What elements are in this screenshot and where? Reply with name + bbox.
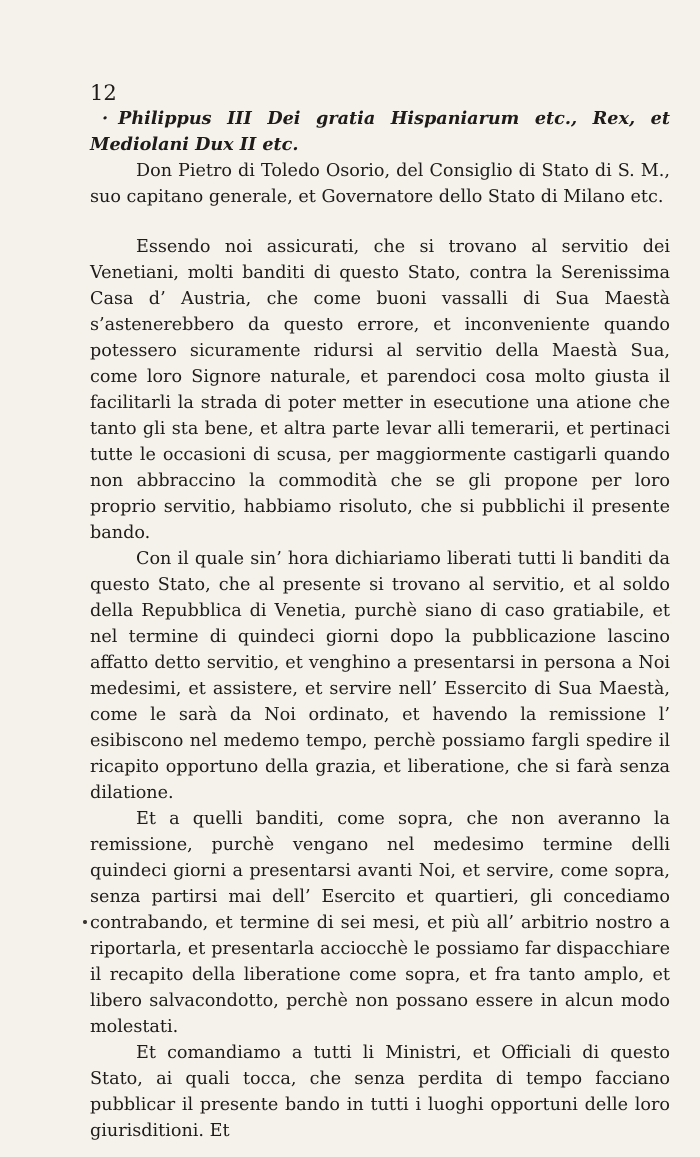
heading-bullet-mark: · bbox=[102, 108, 109, 129]
decree-heading bbox=[90, 106, 670, 158]
page-number: 12 bbox=[90, 81, 117, 105]
paragraph-2: Con il quale sin’ hora dichiariamo liberati tutti li banditi da questo Stato, che al presente si trovano al servitio, et al soldo della Repubblica di Venetia, purchè siano di caso gratiabile, et nel termine di quindeci giorni dopo la pubblicazione lascino affatto detto servitio, et venghino a presentarsi in persona a Noi medesimi, et assistere, et servire nell’ Essercito di Sua Maestà, come le sarà da Noi ordinato, et havendo la remissione l’ esibiscono nel medemo tempo, perchè possiamo fargli spedire il ricapito opportuno della grazia, et liberatione, che si farà senza dilatione. bbox=[90, 549, 670, 803]
paragraph-1: Essendo noi assicurati, che si trovano al servitio dei Venetiani, molti banditi di questo Stato, contra la Serenissima Casa d’ Austria, che come buoni vassalli di Sua Maestà s’astenerebbero da questo errore, et inconveniente quando potessero sicuramente ridursi al servitio della Maestà Sua, come loro Signore naturale, et parendoci cosa molto giusta il facilitarli la strada di poter metter in esecutione una atione che tanto gli sta bene, et altra parte levar alli temerarii, et pertinaci tutte le occasioni di scusa, per maggiormente castigarli quando non abbraccino la commodità che se gli propone per loro proprio servitio, habbiamo risoluto, che si pubblichi il presente bando. bbox=[90, 237, 670, 543]
decree-issuer: Don Pietro di Toledo Osorio, del Consiglio di Stato di S. M., suo capitano generale, et Governatore dello Stato di Milano etc. bbox=[90, 161, 670, 207]
decree-heading-text: Philippus III Dei gratia Hispaniarum etc., Rex, et Mediolani Dux II etc. bbox=[90, 108, 670, 155]
paragraph-3: Et a quelli banditi, come sopra, che non averanno la remissione, purchè vengano nel medesimo termine delli quindeci giorni a presentarsi avanti Noi, et servire, come sopra, senza partirsi mai dell’ Esercito et quartieri, gli concediamo contrabando, et termine di sei mesi, et più all’ arbitrio nostro a riportarla, et presentarla acciocchè le possiamo far dispacchiare il recapito della liberatione come sopra, et fra tanto amplo, et libero salvacondotto, perchè non possano essere in alcun modo molestati. bbox=[90, 809, 670, 1037]
paragraph-4: Et comandiamo a tutti li Ministri, et Officiali di questo Stato, ai quali tocca, che senza perdita di tempo facciano pubblicar il presente bando in tutti i luoghi opportuni delle loro giurisditioni. Et bbox=[90, 1043, 670, 1141]
page-text-block bbox=[90, 58, 670, 1144]
ink-speck bbox=[83, 920, 87, 924]
